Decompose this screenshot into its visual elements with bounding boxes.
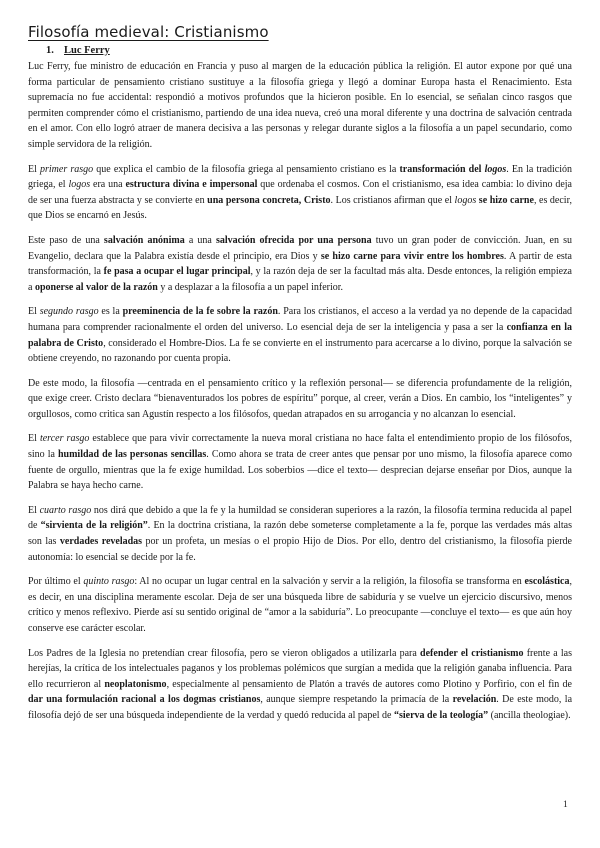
text-run: . Como ahora se trata de creer antes que pensar por uno mismo, la filosofía aparece como fuente de orgullo, mientras que la fe exige humildad. Los soberbios —dice el texto— desprecian dejarse enseñar por Dios, aunque la Palabra se haya hecho carne. bbox=[28, 449, 572, 492]
paragraph bbox=[28, 646, 572, 724]
section-name: Luc Ferry bbox=[64, 45, 110, 56]
text-run: que ordenaba el cosmos. Con el cristianismo, esa idea cambia: lo divino deja de ser una fuerza abstracta y se convierte en bbox=[28, 179, 572, 206]
emphasis-run: cuarto rasgo bbox=[39, 504, 92, 516]
text-run: De este modo, la filosofía —centrada en el pensamiento crítico y la reflexión personal— se diferencia profundamente de la religión, que exige creer. Cristo declara “bienaventurados los pobres de espíritu” porque, al creer, verán a Dios. En cambio, los “inteligentes” y orgullosos, como critica san Agustín respecto a los filósofos, quedan atrapados en su arrogancia y no alcanzan lo esencial. bbox=[28, 377, 572, 420]
emphasis-run: una persona concreta, Cristo bbox=[207, 194, 331, 206]
emphasis-run: neoplatonismo bbox=[104, 678, 167, 690]
document-body bbox=[28, 59, 572, 724]
emphasis-run: escolástica bbox=[524, 576, 570, 588]
text-run: Este paso de una bbox=[28, 234, 104, 246]
emphasis-run: estructura divina e impersonal bbox=[125, 179, 258, 191]
paragraph bbox=[28, 304, 572, 366]
emphasis-run: transformación del bbox=[399, 163, 485, 175]
text-run: El bbox=[28, 163, 41, 175]
paragraph bbox=[28, 162, 572, 224]
text-run: , considerado el Hombre-Dios. La fe se convierte en el instrumento para acercarse a lo divino, porque la salvación se obtiene creyendo, no razonando por cuenta propia. bbox=[28, 337, 572, 365]
text-run: tuvo un gran poder de convicción. Juan, en su Evangelio, declara que la Palabra existía desde el principio, era Dios y bbox=[28, 234, 572, 262]
text-run: , especialmente al pensamiento de Platón a través de autores como Plotino y Porfirio, con el fin de bbox=[166, 678, 572, 690]
text-run: es la bbox=[98, 306, 123, 318]
text-run: . Los cristianos afirman que el bbox=[330, 194, 455, 206]
paragraph bbox=[28, 503, 572, 565]
emphasis-run: fe pasa a ocupar el lugar principal bbox=[103, 266, 251, 278]
text-run: Por último el bbox=[28, 576, 84, 588]
text-run: . En la tradición griega, el bbox=[28, 163, 572, 191]
text-run: frente a las herejías, la crítica de los intelectuales paganos y los problemas polémicos que surgían a medida que la religión ganaba influencia. Para ello recurrieron al bbox=[28, 647, 572, 690]
text-run: que explica el cambio de la filosofía griega al pensamiento cristiano es la bbox=[93, 163, 400, 175]
emphasis-run: preeminencia de la fe sobre la razón bbox=[122, 306, 278, 318]
emphasis-run: tercer rasgo bbox=[39, 433, 90, 445]
emphasis-run: se hizo carne para vivir entre los hombres bbox=[320, 250, 504, 262]
emphasis-run: revelación bbox=[452, 694, 497, 706]
text-run: a una bbox=[184, 234, 216, 246]
text-run: (ancilla theologiae). bbox=[488, 709, 571, 721]
paragraph bbox=[28, 233, 572, 295]
text-run: por un profeta, un mesías o el propio Hijo de Dios. Por ello, dentro del cristianismo, la filosofía pierde autonomía: lo esencial se decide por la fe. bbox=[28, 536, 573, 563]
page-title: Filosofía medieval: Cristianismo bbox=[28, 23, 269, 41]
paragraph bbox=[28, 59, 572, 153]
emphasis-run: confianza en la palabra de Cristo bbox=[28, 321, 572, 349]
emphasis-run: “sierva de la teología” bbox=[393, 709, 489, 721]
text-run: establece que para vivir correctamente la nueva moral cristiana no hace falta el entendimiento propio de los filósofos, sino la bbox=[28, 433, 573, 461]
paragraph bbox=[28, 431, 572, 493]
text-run: : Al no ocupar un lugar central en la salvación y servir a la religión, la filosofía se transforma en bbox=[134, 576, 525, 588]
text-run: Luc Ferry, fue ministro de educación en Francia y puso al margen de la educación pública la religión. bbox=[28, 61, 451, 72]
text-run: nos dirá que debido a que la fe y la humildad se consideran superiores a la razón, la filosofía termina reducida al papel de bbox=[28, 504, 572, 532]
text-run: y a desplazar a la filosofía a un papel inferior. bbox=[157, 281, 344, 293]
text-run: . En la doctrina cristiana, la razón debe someterse completamente a la fe, porque las verdades más altas son las bbox=[28, 520, 572, 548]
emphasis-run: “sirvienta de la religión” bbox=[40, 520, 148, 532]
text-run: , es decir, que Dios se encarnó en Jesús. bbox=[28, 194, 572, 222]
emphasis-run: dar una formulación racional a los dogmas cristianos bbox=[28, 694, 261, 706]
text-run: El autor expone por qué una forma particular de pensamiento cristiano sustituye a la filosofía griega y llegó a dominar Europa hasta el Renacimiento. Esta supremacía no fue accidental: respondió a motivos profundos que la hicieron posible. En lo esencial, se señalan cinco rasgos que permiten comprender cómo el cristianismo, partiendo de una idea nueva, creó una moral diferente y una doctrina de salvación centrada en el amor. Con ello logró atraer de manera decisiva a las personas y relegar durante siglos a la filosofía a un papel secundario, como simple servidora de la religión. bbox=[28, 61, 572, 150]
emphasis-run: segundo rasgo bbox=[39, 306, 99, 318]
section-number: 1. bbox=[46, 45, 54, 56]
text-run: , aunque siempre respetando la primacía de la bbox=[260, 694, 453, 706]
paragraph bbox=[28, 376, 572, 423]
text-run: , es decir, en una disciplina meramente escolar. Deja de ser una búsqueda libre de sabiduría y se vuelve un ejercicio discursivo, menos crítico y menos reflexivo. Pierde así su sentido original de “amor a la sabiduría”. Lo preocupante —concluye el texto— es que aún hoy conserve ese carácter escolar. bbox=[28, 576, 572, 634]
emphasis-run: quinto rasgo bbox=[83, 576, 135, 588]
emphasis-run: logos bbox=[484, 163, 507, 175]
emphasis-run: defender el cristianismo bbox=[420, 647, 524, 659]
emphasis-run: logos bbox=[68, 179, 91, 191]
emphasis-run: verdades reveladas bbox=[59, 536, 143, 548]
text-run: . De este modo, la filosofía dejó de ser una búsqueda independiente de la verdad y quedó reducida al papel de bbox=[28, 694, 573, 721]
emphasis-run: humildad de las personas sencillas bbox=[57, 449, 207, 461]
emphasis-run: primer rasgo bbox=[40, 163, 94, 175]
section-heading bbox=[46, 45, 110, 56]
page-number: 1 bbox=[563, 800, 568, 810]
emphasis-run: salvación ofrecida por una persona bbox=[215, 234, 372, 246]
text-run: , y la razón deja de ser la facultad más alta. Desde entonces, la religión empieza a bbox=[28, 266, 572, 293]
text-run: . Para los cristianos, el acceso a la verdad ya no depende de la capacidad humana para comprender racionalmente el orden del universo. Lo esencial deja de ser la inteligencia y pasa a ser la bbox=[28, 306, 573, 333]
emphasis-run: oponerse al valor de la razón bbox=[34, 281, 158, 293]
paragraph bbox=[28, 574, 572, 636]
emphasis-run: se hizo carne bbox=[478, 194, 534, 206]
text-run: El bbox=[28, 306, 40, 318]
text-run: El bbox=[28, 433, 40, 445]
emphasis-run: salvación anónima bbox=[103, 234, 185, 246]
text-run: Los Padres de la Iglesia no pretendían crear filosofía, pero se vieron obligados a utilizarla para bbox=[28, 647, 421, 659]
text-run: El bbox=[28, 504, 40, 516]
text-run: era una bbox=[90, 179, 126, 191]
text-run: . A partir de esta transformación, la bbox=[28, 250, 572, 278]
emphasis-run: logos bbox=[454, 194, 477, 206]
